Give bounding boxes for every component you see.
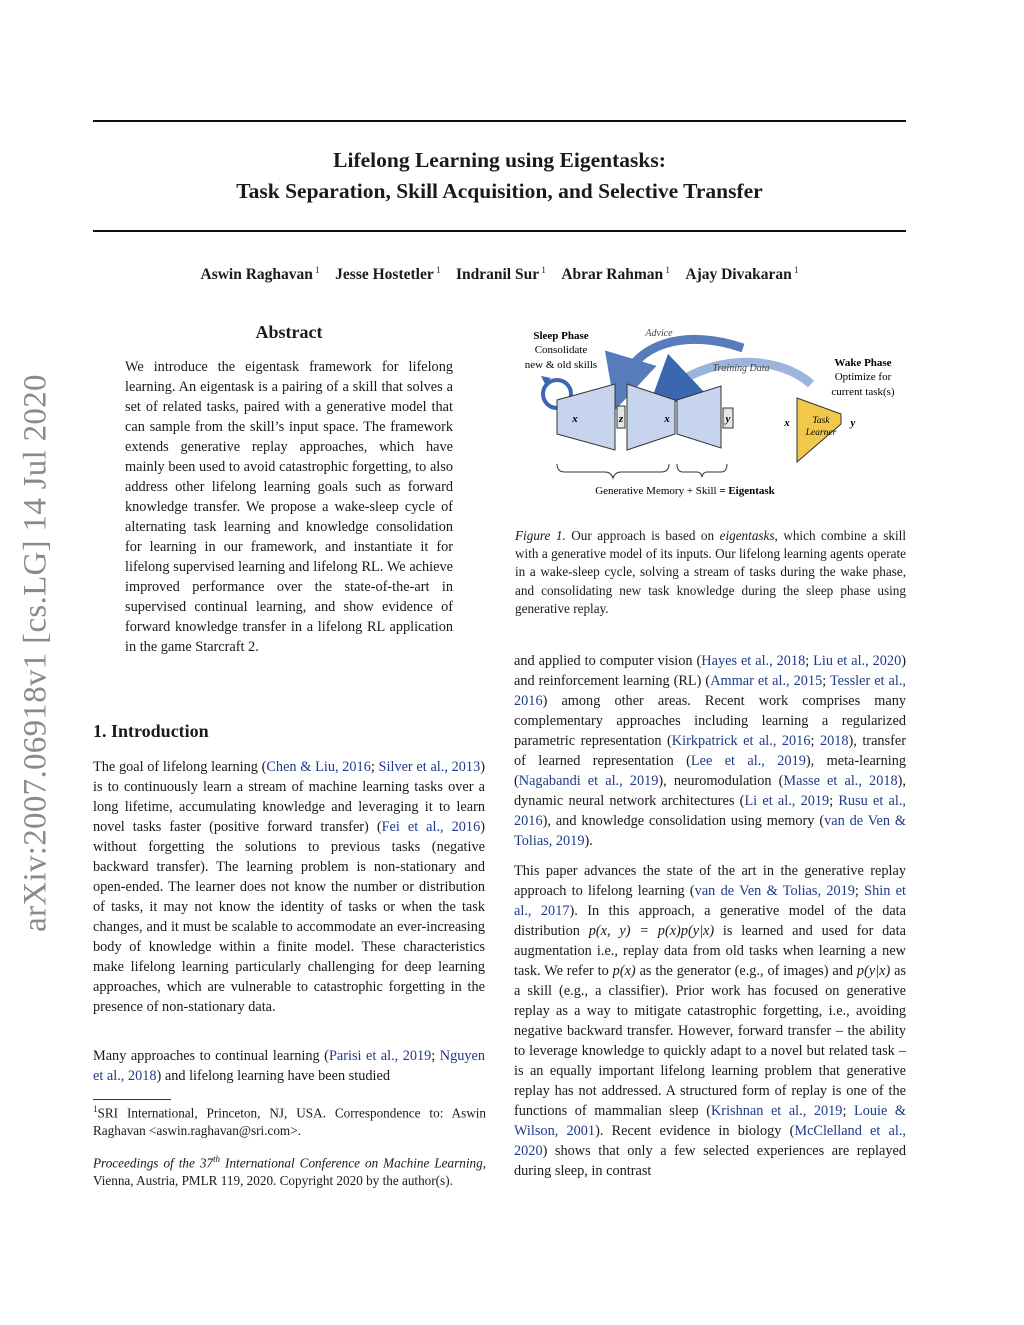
label-z: z [618,413,624,425]
right-paragraph-1 [514,651,906,851]
sleep-phase-line-2: new & old skills [524,359,598,371]
paragraph-text: is learned and used for data augmentation i.e., replay data from old tasks when learning a new task. We refer to [514,923,906,979]
label-x-reconstructed: x [664,413,670,425]
paragraph-text: ) and lifelong learning have been studied [156,1068,390,1084]
citation-link[interactable]: Silver et al., 2013 [378,759,481,775]
citation-link[interactable]: Hayes et al., 2018 [701,653,806,669]
figure-1-caption [515,527,906,618]
top-rule [93,120,906,122]
author-affiliation-mark: 1 [312,265,320,275]
author-list [93,265,906,284]
paragraph-text: ) without forgetting the solutions to previous tasks (negative backward transfer). The learning problem is non-stationary and open-ended. The learner does not know the number or distribution of tasks, it may not know the identity of tasks or when the task changes, and it must be scalable to accommodate an ever-increasing body of knowledge within a finite model. These characteristics make lifelong learning particularly challenging for deep learning approaches, which are vulnerable to catastrophic forgetting in the presence of non-stationary data. [93,819,485,1015]
introduction-heading: 1. Introduction [93,721,209,741]
training-data-label: Training Data [712,363,770,374]
caption-label: Figure 1. [515,528,566,543]
citation-link[interactable]: Kirkpatrick et al., 2016 [671,733,811,749]
paragraph-text: ). In this approach, a generative model of the data distribution [514,903,907,939]
intro-paragraph-1 [93,757,485,1017]
paragraph-text: as a skill (e.g., a classifier). Prior work has focused on generative replay as a way to mitigate catastrophic forgetting, i.e., avoiding negative backward transfer. However, forward transfer – the ability to leverage knowledge to quickly adapt to a novel but related task – is an equally important lifelong learning problem that generative replay has not addressed. A structured form of replay is one of the functions of mammalian sleep ( [514,963,907,1119]
citation-link[interactable]: Rusu et al., 2016 [514,793,906,829]
math-expression: p(x) [612,963,636,979]
affiliation-footnote [93,1100,486,1140]
generative-memory-skill-label: Generative Memory + Skill [595,485,720,497]
wake-phase-line-1: Optimize for [834,371,892,383]
intro-paragraph-2 [93,1046,485,1086]
title-line-2: Task Separation, Skill Acquisition, and Selective Transfer [236,179,763,203]
citation-link[interactable]: Chen & Liu, 2016 [266,759,371,775]
citation-link[interactable]: Louie & Wilson, 2001 [514,1103,907,1139]
paragraph-text: as the generator (e.g., of images) and [635,963,857,979]
math-expression: p(x, y) = p(x)p(y|x) [588,923,715,939]
paragraph-text: ) among other areas. Recent work comprises many complementary approaches including learning a regularized parametric representation ( [514,693,906,749]
caption-part-1: Our approach is based on [565,528,720,543]
citation-link[interactable]: McClelland et al., 2020 [514,1123,906,1159]
citation-link[interactable]: 2018 [819,733,849,749]
label-y-skill: y [725,413,731,425]
caption-part-2: , which combine a skill with a generative model of its inputs. Our lifelong learning agents operate in a wake-sleep cycle, solving a stream of tasks during the wake phase, and consolidating new task knowledge during the sleep phase using generative replay. [515,528,906,616]
skill-brace [677,464,727,477]
footnote-text: SRI International, Princeton, NJ, USA. Correspondence to: Aswin Raghavan <aswin.raghavan@sri.com>. [93,1105,486,1139]
right-paragraph-2 [514,861,906,1181]
paper-title [93,145,906,207]
citation-link[interactable]: Krishnan et al., 2019 [710,1103,843,1119]
citation-link[interactable]: van de Ven & Tolias, 2019 [514,813,906,849]
citation-link[interactable]: Nagabandi et al., 2019 [518,773,659,789]
proceedings-name-1: Proceedings of the 37 [93,1155,214,1171]
title-bottom-rule [93,230,906,232]
paragraph-text: ), meta-learning ( [514,753,906,789]
label-x-input: x [572,413,578,425]
skill-shape [677,386,721,448]
arxiv-sidebar-stamp [6,363,66,943]
paragraph-text: ), neuromodulation ( [658,773,784,789]
paragraph-text: ; [829,793,839,809]
wake-phase-title: Wake Phase [834,357,892,369]
task-learner-line-1: Task [812,416,830,426]
citation-link[interactable]: Liu et al., 2020 [813,653,902,669]
encoder-shape [557,384,615,450]
proceedings-rest: , Vienna, Austria, PMLR 119, 2020. Copyright 2020 by the author(s). [93,1155,486,1189]
wake-phase-line-2: current task(s) [831,386,895,398]
paragraph-text: ; [854,883,865,899]
citation-link[interactable]: Parisi et al., 2019 [328,1048,432,1064]
proceedings-sup: th [213,1154,221,1164]
paragraph-text: ; [805,653,814,669]
paragraph-text: ), transfer of learned representation ( [514,733,906,769]
arxiv-id: arXiv:2007.06918v1 [cs.LG] 14 Jul 2020 [17,374,54,932]
paragraph-text: ). Recent evidence in biology ( [595,1123,795,1139]
figure-1-diagram [515,322,906,504]
paragraph-text: ), dynamic neural network architectures ( [514,773,906,809]
paragraph-text: and applied to computer vision ( [514,653,702,669]
citation-link[interactable]: Lee et al., 2019 [690,753,806,769]
author-name: Aswin Raghavan [200,266,313,284]
paragraph-text: ; [431,1048,440,1064]
paragraph-text: ) is to continuously learn a stream of machine learning tasks over a long lifetime, accumulating knowledge and leveraging it to learn novel tasks faster (positive forward transfer) ( [93,759,485,835]
citation-link[interactable]: Masse et al., 2018 [783,773,898,789]
citation-link[interactable]: Nguyen et al., 2018 [93,1048,486,1084]
paragraph-text: The goal of lifelong learning ( [93,759,267,775]
citation-link[interactable]: Shin et al., 2017 [514,883,906,919]
author-name: Abrar Rahman [561,266,664,284]
proceedings-name-2: International Conference on Machine Learning [220,1155,483,1171]
paragraph-text: ; [822,673,830,689]
author-affiliation-mark: 1 [433,265,441,275]
task-learner-line-2: Learner [805,428,837,438]
citation-link[interactable]: Li et al., 2019 [744,793,830,809]
author-name: Ajay Divakaran [685,266,792,284]
paragraph-text: ; [842,1103,854,1119]
sleep-phase-line-1: Consolidate [534,344,588,356]
label-x-task: x [784,417,790,429]
citation-link[interactable]: Fei et al., 2016 [381,819,481,835]
title-line-1: Lifelong Learning using Eigentasks: [333,148,666,172]
citation-link[interactable]: Ammar et al., 2015 [710,673,823,689]
paragraph-text: ) and reinforcement learning (RL) ( [514,653,906,689]
author-affiliation-mark: 1 [791,265,799,275]
paragraph-text: ; [810,733,820,749]
label-y-task: y [850,417,856,429]
math-expression: p(y|x) [856,963,891,979]
proceedings-note [93,1150,486,1190]
caption-emphasis: eigentasks [719,528,775,543]
citation-link[interactable]: Tessler et al., 2016 [514,673,906,709]
paragraph-text: Many approaches to continual learning ( [93,1048,329,1064]
eigentask-label: = Eigentask [719,485,775,497]
generative-memory-brace [557,464,669,478]
paragraph-text: ), and knowledge consolidation using memory ( [542,813,825,829]
sleep-phase-title: Sleep Phase [533,330,589,342]
abstract-text: We introduce the eigentask framework for lifelong learning. An eigentask is a pairing of a skill that solves a set of related tasks, paired with a generative model that can sample from the skill’s input space. The framework extends generative replay approaches, which have mainly been used to avoid catastrophic forgetting, to also address other lifelong learning goals such as forward knowledge transfer. We propose a wake-sleep cycle of alternating task learning and knowledge consolidation for learning in our framework, and instantiate it for lifelong supervised learning and lifelong RL. We achieve improved performance over the state-of-the-art in supervised continual learning, and show evidence of forward knowledge transfer in a lifelong RL application in the game Starcraft 2. [125,359,453,655]
eigentask-caption [595,485,775,497]
author-affiliation-mark: 1 [663,265,670,275]
paragraph-text: ). [584,833,593,849]
citation-link[interactable]: van de Ven & Tolias, 2019 [694,883,855,899]
author-name: Jesse Hostetler [335,266,434,284]
paragraph-text: ) shows that only a few selected experiences are replayed during sleep, in contrast [514,1143,906,1179]
paragraph-text: ; [370,759,379,775]
footnote-mark: 1 [93,1104,98,1114]
abstract-heading: Abstract [255,322,323,342]
author-affiliation-mark: 1 [539,265,546,275]
author-name: Indranil Sur [455,266,540,284]
paragraph-text: This paper advances the state of the art in the generative replay approach to lifelong learning ( [514,863,906,899]
advice-label: Advice [645,328,673,339]
